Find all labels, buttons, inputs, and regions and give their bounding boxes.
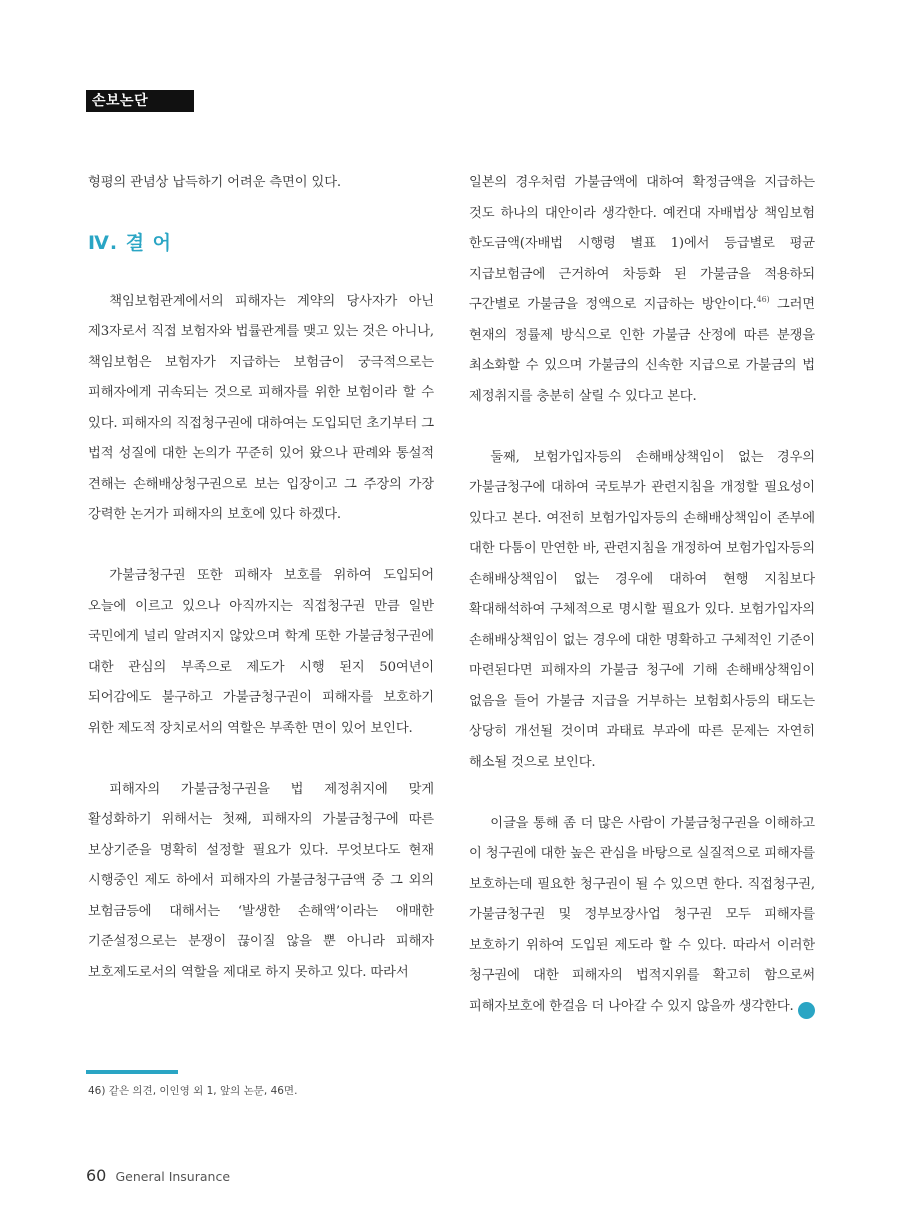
- paragraph-gap: [469, 412, 815, 443]
- section-heading: Ⅳ. 결 어: [88, 231, 173, 254]
- footnote-divider: [86, 1070, 178, 1074]
- body-paragraph: 피해자의 가불금청구권을 법 제정취지에 맞게 활성화하기 위해서는 첫째, 피해자의 가불금청구에 따른 보상기준을 명확히 설정할 필요가 있다. 무엇보다도 현재 시행중인 제도 하에서 피해자의 가불금청구금액 중 그 외의 보험금등에 대해서는 ‘발생한 손해액’이라는 애매한 기준설정으로는 분쟁이 끊이질 않을 뿐 아니라 피해자 보호제도로서의 역할을 제대로 하지 못하고 있다. 따라서: [88, 781, 434, 980]
- article-end-icon: 손: [798, 1002, 815, 1019]
- paragraph-gap: [88, 744, 434, 775]
- section-tag: 손보논단: [86, 90, 194, 112]
- page-number: 60: [86, 1166, 107, 1185]
- right-column: [469, 168, 829, 1022]
- body-paragraph: 책임보험관계에서의 피해자는 계약의 당사자가 아닌 제3자로서 직접 보험자와 법률관계를 맺고 있는 것은 아니나, 책임보험은 보험자가 지급하는 보험금이 궁극적으로는 피해자에게 귀속되는 것으로 피해자를 위한 보험이라 할 수 있다. 피해자의 직접청구권에 대하여는 도입되던 초기부터 그 법적 성질에 대한 논의가 꾸준히 있어 왔으나 판례와 통설적 견해는 손해배상청구권으로 보는 입장이고 그 주장의 가장 강력한 논거가 피해자의 보호에 있다 하겠다.: [88, 293, 434, 522]
- paragraph-gap: [88, 531, 434, 562]
- footnote: 46) 같은 의견, 이인영 외 1, 앞의 논문, 46면.: [88, 1085, 298, 1097]
- paragraph-text: 이글을 통해 좀 더 많은 사람이 가불금청구권을 이해하고 이 청구권에 대한 높은 관심을 바탕으로 실질적으로 피해자를 보호하는데 필요한 청구권이 될 수 있으면 한다. 직접청구권, 가불금청구권 및 정부보장사업 청구권 모두 피해자를 보호하기 위하여 도입된 제도라 할 수 있다. 따라서 이러한 청구권에 대한 피해자의 법적지위를 확고히 함으로써 피해자보호에 한걸음 더 나아갈 수 있지 않을까 생각한다.: [469, 815, 815, 1014]
- footnote-reference: 46): [756, 295, 770, 304]
- body-paragraph: [469, 809, 829, 1023]
- paragraph-text: 그러면 현재의 정률제 방식으로 인한 가불금 산정에 따른 분쟁을 최소화할 수 있으며 가불금의 신속한 지급으로 가불금의 법 제정취지를 충분히 살릴 수 있다고 본다.: [469, 297, 816, 404]
- publication-name: General Insurance: [115, 1169, 231, 1184]
- body-paragraph: 둘째, 보험가입자등의 손해배상책임이 없는 경우의 가불금청구에 대하여 국토부가 관련지침을 개정할 필요성이 있다고 본다. 여전히 보험가입자등의 손해배상책임이 존부에 대한 다툼이 만연한 바, 관련지침을 개정하여 보험가입자등의 손해배상책임이 없는 경우에 대하여 현행 지침보다 확대해석하여 구체적으로 명시할 필요가 있다. 보험가입자의 손해배상책임이 없는 경우에 대한 명확하고 구체적인 기준이 마련된다면 피해자의 가불금 청구에 기해 손해배상책임이 없음을 들어 가불금 지급을 거부하는 보험회사등의 태도는 상당히 개선될 것이며 과태료 부과에 따른 문제는 자연히 해소될 것으로 보인다.: [469, 449, 815, 770]
- paragraph-text: 일본의 경우처럼 가불금액에 대하여 확정금액을 지급하는 것도 하나의 대안이라 생각한다. 예컨대 자배법상 책임보험 한도금액(자배법 시행령 별표 1)에서 등급별로 평균 지급보험금에 근거하여 차등화 된 가불금을 적용하되 구간별로 가불금을 정액으로 지급하는 방안이다.: [469, 175, 815, 312]
- paragraph-gap: [469, 778, 815, 809]
- intro-paragraph: 형평의 관념상 납득하기 어려운 측면이 있다.: [88, 175, 341, 190]
- left-column: [88, 168, 434, 988]
- page-footer: [86, 1166, 230, 1185]
- body-paragraph: [469, 168, 815, 412]
- body-paragraph: 가불금청구권 또한 피해자 보호를 위하여 도입되어 오늘에 이르고 있으나 아직까지는 직접청구권 만큼 일반 국민에게 널리 알려지지 않았으며 학계 또한 가불금청구권에 대한 관심의 부족으로 제도가 시행 된지 50여년이 되어감에도 불구하고 가불금청구권이 피해자를 보호하기 위한 제도적 장치로서의 역할은 부족한 면이 있어 보인다.: [88, 568, 434, 736]
